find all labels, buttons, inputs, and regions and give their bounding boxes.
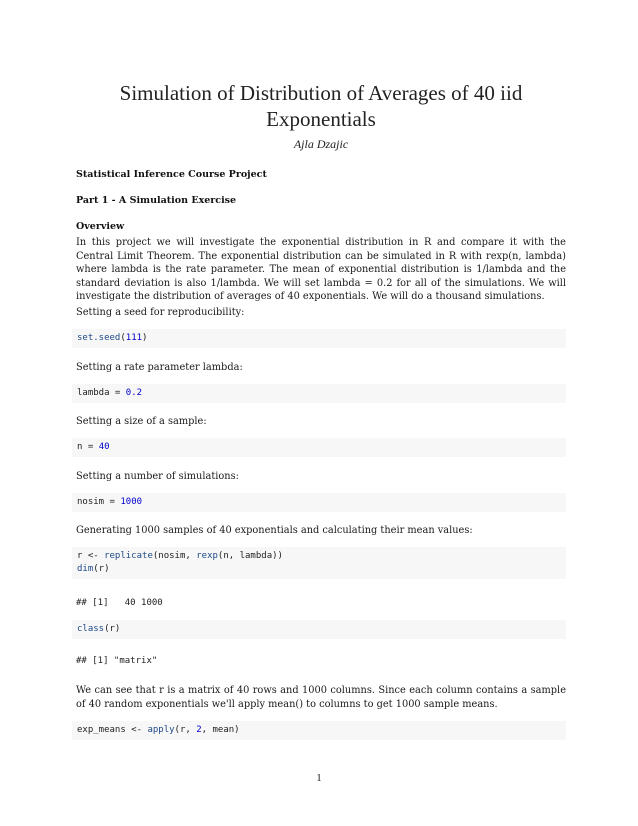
text-generating: Generating 1000 samples of 40 exponentials and calculating their mean values: xyxy=(76,525,473,536)
code-exp-assign: exp_means <- xyxy=(77,725,148,735)
text-nosim: Setting a number of simulations: xyxy=(76,471,239,482)
title-line-2: Exponentials xyxy=(266,107,376,131)
code-lambda-val: 0.2 xyxy=(125,388,143,398)
text-seed: Setting a seed for reproducibility: xyxy=(76,307,245,318)
code-block-seed xyxy=(72,329,566,348)
code-r-assign: r <- xyxy=(77,551,105,561)
code-block-apply xyxy=(72,721,566,740)
matrix-paragraph: We can see that r is a matrix of 40 rows and 1000 columns. Since each column contains a sample of 40 random exponentials we'll apply mean() to columns to get 1000 sample means. xyxy=(76,685,566,710)
code-apply-num: 2 xyxy=(196,725,202,735)
text-lambda: Setting a rate parameter lambda: xyxy=(76,362,243,373)
code-class-args: (r) xyxy=(104,624,121,634)
code-n-val: 40 xyxy=(98,442,110,452)
page-number: 1 xyxy=(316,772,322,784)
code-fn-rexp: rexp xyxy=(196,551,218,561)
part-heading: Part 1 - A Simulation Exercise xyxy=(76,195,237,206)
code-block-nosim xyxy=(72,493,566,512)
overview-heading: Overview xyxy=(76,221,125,232)
code-fn-apply: apply xyxy=(147,725,175,735)
code-block-lambda xyxy=(72,384,566,403)
code-n-var: n = xyxy=(77,442,99,452)
output-dim: ## [1] 40 1000 xyxy=(76,598,163,608)
code-block-replicate xyxy=(72,547,566,579)
text-sample: Setting a size of a sample: xyxy=(76,416,207,427)
code-paren-open: ( xyxy=(120,333,126,343)
code-replicate-args2: (n, lambda)) xyxy=(217,551,283,561)
author-name: Ajla Dzajic xyxy=(293,137,349,151)
code-apply-args1: (r, xyxy=(174,725,197,735)
code-apply-args2: , mean) xyxy=(201,725,240,735)
code-fn-replicate: replicate xyxy=(104,551,153,561)
document-title xyxy=(76,80,566,132)
code-fn-class: class xyxy=(77,624,105,634)
title-line-1: Simulation of Distribution of Averages of 40 iid xyxy=(119,81,523,105)
code-block-class xyxy=(72,620,566,639)
code-block-n xyxy=(72,438,566,457)
code-replicate-args1: (nosim, xyxy=(152,551,197,561)
overview-paragraph: In this project we will investigate the exponential distribution in R and compare it with the Central Limit Theorem. The exponential distribution can be simulated in R with rexp(n, lambda) where lambda is the rate parameter. The mean of exponential distribution is 1/lambda and the standard deviation is also 1/lambda. We will set lambda = 0.2 for all of the simulations. We will investigate the distribution of averages of 40 exponentials. We will do a thousand simulations. xyxy=(76,237,566,303)
code-fn-set-seed: set.seed xyxy=(77,333,121,343)
course-heading: Statistical Inference Course Project xyxy=(76,169,267,180)
code-nosim-val: 1000 xyxy=(120,497,143,507)
code-nosim-var: nosim = xyxy=(77,497,121,507)
code-paren-close: ) xyxy=(142,333,148,343)
code-fn-dim: dim xyxy=(77,564,94,574)
code-dim-args: (r) xyxy=(93,564,110,574)
code-seed-arg: 111 xyxy=(125,333,143,343)
code-lambda-var: lambda = xyxy=(77,388,126,398)
output-class: ## [1] "matrix" xyxy=(76,656,158,666)
